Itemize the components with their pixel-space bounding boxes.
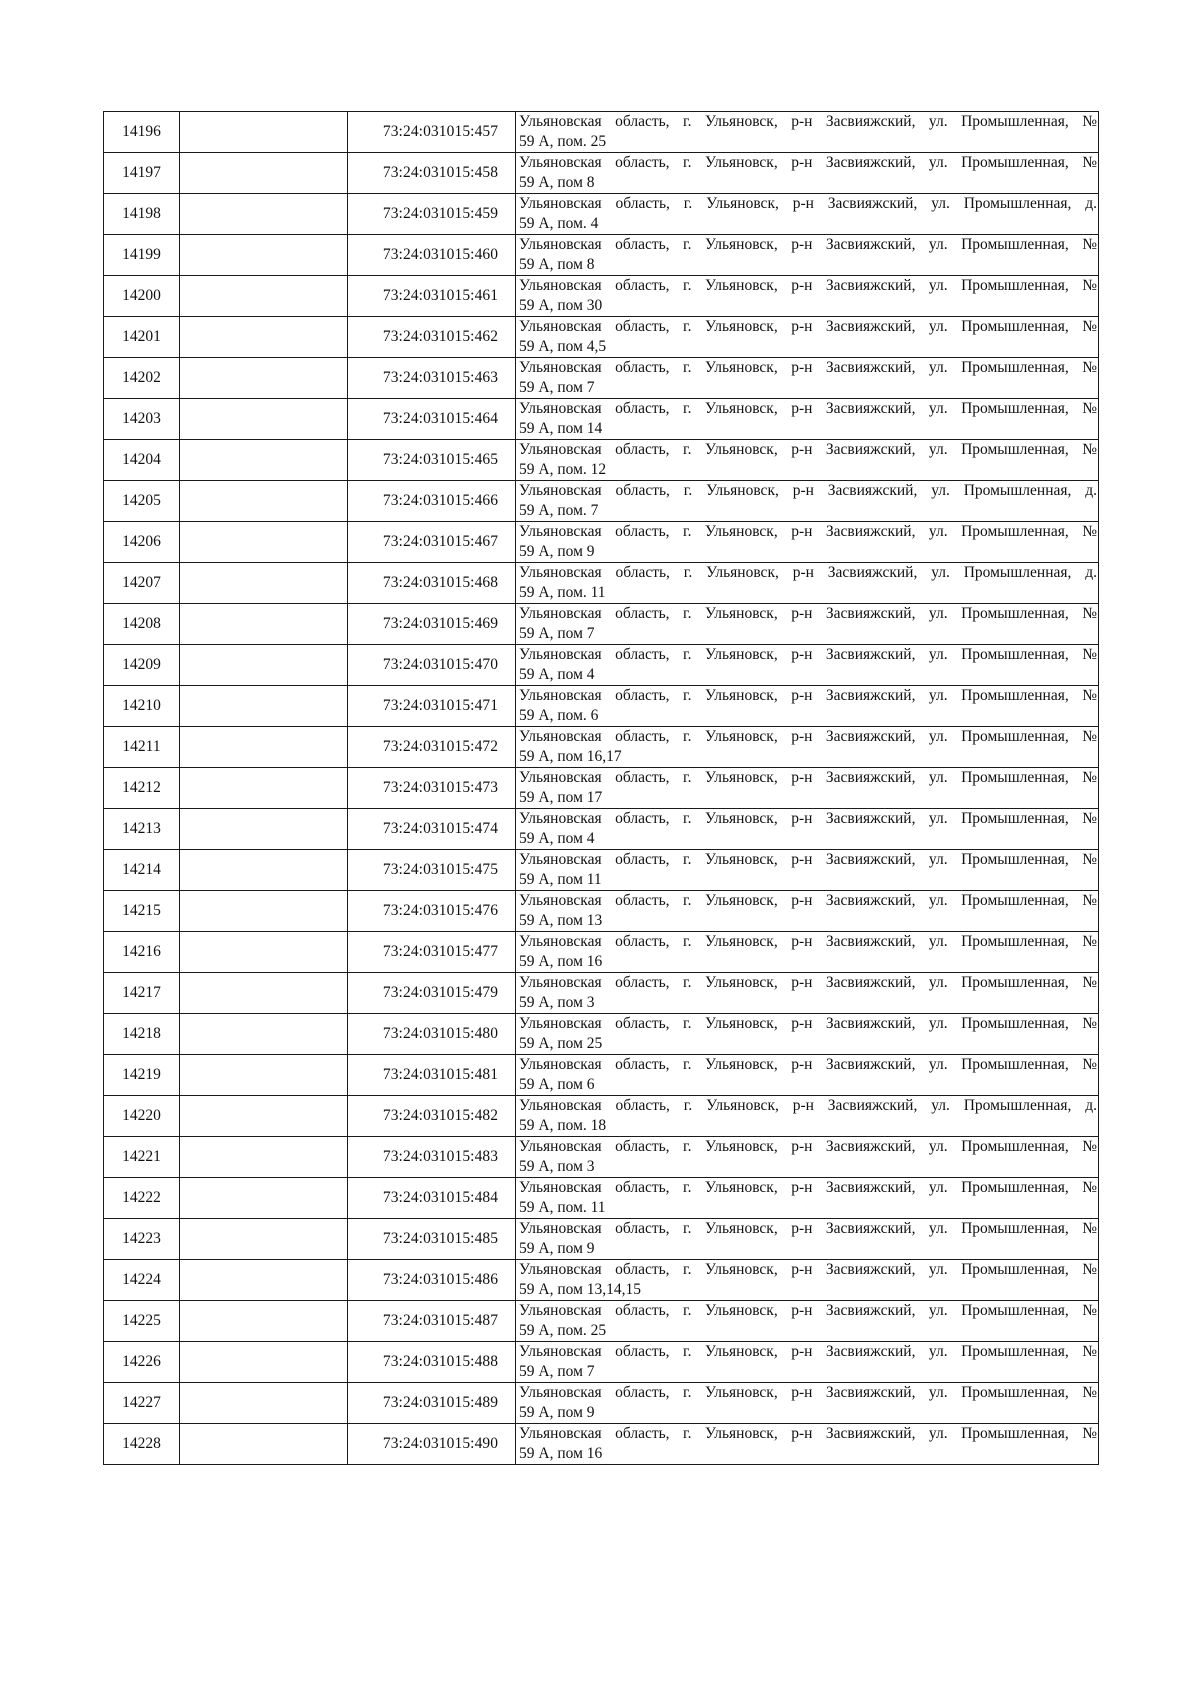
cadastral-number-cell: 73:24:031015:469 xyxy=(348,604,516,645)
owner-cell xyxy=(180,153,348,194)
cadastral-number-cell: 73:24:031015:471 xyxy=(348,686,516,727)
table-row xyxy=(104,850,1099,891)
address-cell xyxy=(516,809,1099,850)
address-line-2: 59 А, пом 9 xyxy=(519,1404,595,1421)
address-cell xyxy=(516,440,1099,481)
row-number-cell: 14200 xyxy=(104,276,180,317)
address-cell xyxy=(516,522,1099,563)
row-number-cell: 14211 xyxy=(104,727,180,768)
owner-cell xyxy=(180,604,348,645)
cadastral-number-cell: 73:24:031015:481 xyxy=(348,1055,516,1096)
address-line-2: 59 А, пом 17 xyxy=(519,789,603,806)
address-cell xyxy=(516,1219,1099,1260)
table-row xyxy=(104,1301,1099,1342)
address-line-1: Ульяновская область, г. Ульяновск, р-н Засвияжский, ул. Промышленная, № xyxy=(519,769,1097,786)
address-line-2: 59 А, пом 8 xyxy=(519,256,595,273)
table-row xyxy=(104,235,1099,276)
address-line-1: Ульяновская область, г. Ульяновск, р-н Засвияжский, ул. Промышленная, № xyxy=(519,1384,1097,1401)
address-line-2: 59 А, пом 11 xyxy=(519,871,602,888)
address-line-1: Ульяновская область, г. Ульяновск, р-н Засвияжский, ул. Промышленная, № xyxy=(519,810,1097,827)
cadastral-number-cell: 73:24:031015:486 xyxy=(348,1260,516,1301)
address-cell xyxy=(516,768,1099,809)
address-line-1: Ульяновская область, г. Ульяновск, р-н Засвияжский, ул. Промышленная, № xyxy=(519,113,1097,130)
address-cell xyxy=(516,1137,1099,1178)
address-cell xyxy=(516,604,1099,645)
cadastral-number-cell: 73:24:031015:489 xyxy=(348,1383,516,1424)
cadastral-number-cell: 73:24:031015:482 xyxy=(348,1096,516,1137)
table-row xyxy=(104,1055,1099,1096)
address-line-1: Ульяновская область, г. Ульяновск, р-н Засвияжский, ул. Промышленная, № xyxy=(519,1302,1097,1319)
registry-table xyxy=(103,111,1099,1465)
address-line-1: Ульяновская область, г. Ульяновск, р-н Засвияжский, ул. Промышленная, № xyxy=(519,851,1097,868)
row-number-cell: 14205 xyxy=(104,481,180,522)
address-line-1: Ульяновская область, г. Ульяновск, р-н Засвияжский, ул. Промышленная, № xyxy=(519,441,1097,458)
table-row xyxy=(104,1424,1099,1465)
address-cell xyxy=(516,317,1099,358)
row-number-cell: 14216 xyxy=(104,932,180,973)
row-number-cell: 14199 xyxy=(104,235,180,276)
row-number-cell: 14208 xyxy=(104,604,180,645)
address-line-1: Ульяновская область, г. Ульяновск, р-н Засвияжский, ул. Промышленная, № xyxy=(519,933,1097,950)
row-number-cell: 14204 xyxy=(104,440,180,481)
cadastral-number-cell: 73:24:031015:467 xyxy=(348,522,516,563)
address-line-1: Ульяновская область, г. Ульяновск, р-н Засвияжский, ул. Промышленная, д. xyxy=(519,1097,1097,1114)
cadastral-number-cell: 73:24:031015:465 xyxy=(348,440,516,481)
table-row xyxy=(104,932,1099,973)
owner-cell xyxy=(180,1219,348,1260)
table-row xyxy=(104,891,1099,932)
address-line-1: Ульяновская область, г. Ульяновск, р-н Засвияжский, ул. Промышленная, № xyxy=(519,1343,1097,1360)
address-cell xyxy=(516,194,1099,235)
table-row xyxy=(104,563,1099,604)
table-row xyxy=(104,481,1099,522)
cadastral-number-cell: 73:24:031015:484 xyxy=(348,1178,516,1219)
table-row xyxy=(104,768,1099,809)
address-line-2: 59 А, пом 3 xyxy=(519,994,595,1011)
row-number-cell: 14221 xyxy=(104,1137,180,1178)
cadastral-number-cell: 73:24:031015:472 xyxy=(348,727,516,768)
cadastral-number-cell: 73:24:031015:466 xyxy=(348,481,516,522)
address-line-2: 59 А, пом 8 xyxy=(519,174,595,191)
cadastral-number-cell: 73:24:031015:460 xyxy=(348,235,516,276)
address-line-1: Ульяновская область, г. Ульяновск, р-н Засвияжский, ул. Промышленная, № xyxy=(519,400,1097,417)
address-cell xyxy=(516,563,1099,604)
cadastral-number-cell: 73:24:031015:474 xyxy=(348,809,516,850)
owner-cell xyxy=(180,809,348,850)
row-number-cell: 14219 xyxy=(104,1055,180,1096)
row-number-cell: 14225 xyxy=(104,1301,180,1342)
cadastral-number-cell: 73:24:031015:462 xyxy=(348,317,516,358)
table-row xyxy=(104,1260,1099,1301)
owner-cell xyxy=(180,973,348,1014)
table-row xyxy=(104,112,1099,153)
address-cell xyxy=(516,235,1099,276)
cadastral-number-cell: 73:24:031015:487 xyxy=(348,1301,516,1342)
table-row xyxy=(104,1096,1099,1137)
address-line-1: Ульяновская область, г. Ульяновск, р-н Засвияжский, ул. Промышленная, № xyxy=(519,892,1097,909)
owner-cell xyxy=(180,358,348,399)
registry-table-body xyxy=(104,112,1099,1465)
address-cell xyxy=(516,1096,1099,1137)
row-number-cell: 14197 xyxy=(104,153,180,194)
address-line-1: Ульяновская область, г. Ульяновск, р-н Засвияжский, ул. Промышленная, № xyxy=(519,1056,1097,1073)
table-row xyxy=(104,973,1099,1014)
table-row xyxy=(104,1219,1099,1260)
address-line-1: Ульяновская область, г. Ульяновск, р-н Засвияжский, ул. Промышленная, № xyxy=(519,154,1097,171)
address-cell xyxy=(516,686,1099,727)
address-line-1: Ульяновская область, г. Ульяновск, р-н Засвияжский, ул. Промышленная, № xyxy=(519,236,1097,253)
cadastral-number-cell: 73:24:031015:458 xyxy=(348,153,516,194)
row-number-cell: 14227 xyxy=(104,1383,180,1424)
table-row xyxy=(104,358,1099,399)
table-row xyxy=(104,1137,1099,1178)
cadastral-number-cell: 73:24:031015:485 xyxy=(348,1219,516,1260)
owner-cell xyxy=(180,1383,348,1424)
address-cell xyxy=(516,1055,1099,1096)
address-line-1: Ульяновская область, г. Ульяновск, р-н Засвияжский, ул. Промышленная, № xyxy=(519,605,1097,622)
address-cell xyxy=(516,850,1099,891)
table-row xyxy=(104,399,1099,440)
address-cell xyxy=(516,1342,1099,1383)
address-cell xyxy=(516,399,1099,440)
row-number-cell: 14203 xyxy=(104,399,180,440)
table-row xyxy=(104,440,1099,481)
row-number-cell: 14210 xyxy=(104,686,180,727)
cadastral-number-cell: 73:24:031015:463 xyxy=(348,358,516,399)
row-number-cell: 14209 xyxy=(104,645,180,686)
owner-cell xyxy=(180,235,348,276)
owner-cell xyxy=(180,932,348,973)
cadastral-number-cell: 73:24:031015:483 xyxy=(348,1137,516,1178)
owner-cell xyxy=(180,1055,348,1096)
address-cell xyxy=(516,276,1099,317)
row-number-cell: 14201 xyxy=(104,317,180,358)
address-line-1: Ульяновская область, г. Ульяновск, р-н Засвияжский, ул. Промышленная, № xyxy=(519,1220,1097,1237)
owner-cell xyxy=(180,1260,348,1301)
address-line-2: 59 А, пом. 25 xyxy=(519,133,607,150)
owner-cell xyxy=(180,1301,348,1342)
address-line-2: 59 А, пом. 18 xyxy=(519,1117,607,1134)
owner-cell xyxy=(180,1014,348,1055)
row-number-cell: 14212 xyxy=(104,768,180,809)
address-cell xyxy=(516,1424,1099,1465)
table-row xyxy=(104,1014,1099,1055)
cadastral-number-cell: 73:24:031015:473 xyxy=(348,768,516,809)
address-line-2: 59 А, пом 6 xyxy=(519,1076,595,1093)
address-cell xyxy=(516,727,1099,768)
owner-cell xyxy=(180,727,348,768)
owner-cell xyxy=(180,768,348,809)
table-row xyxy=(104,1342,1099,1383)
owner-cell xyxy=(180,1137,348,1178)
address-cell xyxy=(516,932,1099,973)
address-line-1: Ульяновская область, г. Ульяновск, р-н Засвияжский, ул. Промышленная, № xyxy=(519,277,1097,294)
address-line-2: 59 А, пом. 7 xyxy=(519,502,599,519)
table-row xyxy=(104,522,1099,563)
address-line-2: 59 А, пом 7 xyxy=(519,379,595,396)
address-cell xyxy=(516,153,1099,194)
address-cell xyxy=(516,1383,1099,1424)
cadastral-number-cell: 73:24:031015:480 xyxy=(348,1014,516,1055)
address-cell xyxy=(516,1301,1099,1342)
address-line-2: 59 А, пом 3 xyxy=(519,1158,595,1175)
row-number-cell: 14224 xyxy=(104,1260,180,1301)
address-line-1: Ульяновская область, г. Ульяновск, р-н Засвияжский, ул. Промышленная, № xyxy=(519,728,1097,745)
row-number-cell: 14215 xyxy=(104,891,180,932)
table-row xyxy=(104,276,1099,317)
address-line-1: Ульяновская область, г. Ульяновск, р-н Засвияжский, ул. Промышленная, № xyxy=(519,1179,1097,1196)
cadastral-number-cell: 73:24:031015:488 xyxy=(348,1342,516,1383)
cadastral-number-cell: 73:24:031015:457 xyxy=(348,112,516,153)
address-line-1: Ульяновская область, г. Ульяновск, р-н Засвияжский, ул. Промышленная, д. xyxy=(519,564,1097,581)
address-cell xyxy=(516,891,1099,932)
row-number-cell: 14206 xyxy=(104,522,180,563)
table-row xyxy=(104,727,1099,768)
row-number-cell: 14202 xyxy=(104,358,180,399)
owner-cell xyxy=(180,850,348,891)
address-line-2: 59 А, пом 16 xyxy=(519,1445,603,1462)
address-line-1: Ульяновская область, г. Ульяновск, р-н Засвияжский, ул. Промышленная, № xyxy=(519,318,1097,335)
address-line-2: 59 А, пом 13,14,15 xyxy=(519,1281,642,1298)
owner-cell xyxy=(180,481,348,522)
owner-cell xyxy=(180,317,348,358)
row-number-cell: 14228 xyxy=(104,1424,180,1465)
address-line-2: 59 А, пом. 11 xyxy=(519,584,606,601)
table-row xyxy=(104,1178,1099,1219)
address-cell xyxy=(516,358,1099,399)
table-row xyxy=(104,1383,1099,1424)
row-number-cell: 14207 xyxy=(104,563,180,604)
cadastral-number-cell: 73:24:031015:468 xyxy=(348,563,516,604)
cadastral-number-cell: 73:24:031015:490 xyxy=(348,1424,516,1465)
address-line-2: 59 А, пом 9 xyxy=(519,1240,595,1257)
owner-cell xyxy=(180,112,348,153)
address-line-2: 59 А, пом 7 xyxy=(519,1363,595,1380)
address-cell xyxy=(516,1260,1099,1301)
cadastral-number-cell: 73:24:031015:476 xyxy=(348,891,516,932)
address-cell xyxy=(516,973,1099,1014)
owner-cell xyxy=(180,399,348,440)
address-line-2: 59 А, пом. 12 xyxy=(519,461,607,478)
address-line-2: 59 А, пом. 25 xyxy=(519,1322,607,1339)
address-line-2: 59 А, пом 25 xyxy=(519,1035,603,1052)
address-line-1: Ульяновская область, г. Ульяновск, р-н Засвияжский, ул. Промышленная, № xyxy=(519,687,1097,704)
address-line-2: 59 А, пом 4 xyxy=(519,830,595,847)
address-line-2: 59 А, пом 30 xyxy=(519,297,603,314)
address-cell xyxy=(516,1014,1099,1055)
owner-cell xyxy=(180,1178,348,1219)
table-row xyxy=(104,645,1099,686)
owner-cell xyxy=(180,194,348,235)
cadastral-number-cell: 73:24:031015:459 xyxy=(348,194,516,235)
address-line-1: Ульяновская область, г. Ульяновск, р-н Засвияжский, ул. Промышленная, д. xyxy=(519,195,1097,212)
cadastral-number-cell: 73:24:031015:475 xyxy=(348,850,516,891)
row-number-cell: 14214 xyxy=(104,850,180,891)
row-number-cell: 14218 xyxy=(104,1014,180,1055)
owner-cell xyxy=(180,645,348,686)
row-number-cell: 14222 xyxy=(104,1178,180,1219)
owner-cell xyxy=(180,440,348,481)
address-cell xyxy=(516,481,1099,522)
owner-cell xyxy=(180,891,348,932)
cadastral-number-cell: 73:24:031015:464 xyxy=(348,399,516,440)
owner-cell xyxy=(180,563,348,604)
address-line-1: Ульяновская область, г. Ульяновск, р-н Засвияжский, ул. Промышленная, № xyxy=(519,1015,1097,1032)
address-line-2: 59 А, пом 16 xyxy=(519,953,603,970)
address-cell xyxy=(516,645,1099,686)
address-line-2: 59 А, пом 14 xyxy=(519,420,603,437)
table-row xyxy=(104,809,1099,850)
row-number-cell: 14220 xyxy=(104,1096,180,1137)
address-line-1: Ульяновская область, г. Ульяновск, р-н Засвияжский, ул. Промышленная, № xyxy=(519,1138,1097,1155)
address-line-1: Ульяновская область, г. Ульяновск, р-н Засвияжский, ул. Промышленная, № xyxy=(519,646,1097,663)
row-number-cell: 14217 xyxy=(104,973,180,1014)
table-row xyxy=(104,686,1099,727)
table-row xyxy=(104,317,1099,358)
table-row xyxy=(104,604,1099,645)
owner-cell xyxy=(180,276,348,317)
address-line-1: Ульяновская область, г. Ульяновск, р-н Засвияжский, ул. Промышленная, № xyxy=(519,974,1097,991)
address-cell xyxy=(516,1178,1099,1219)
owner-cell xyxy=(180,686,348,727)
row-number-cell: 14226 xyxy=(104,1342,180,1383)
address-line-1: Ульяновская область, г. Ульяновск, р-н Засвияжский, ул. Промышленная, № xyxy=(519,523,1097,540)
table-row xyxy=(104,153,1099,194)
address-line-2: 59 А, пом 7 xyxy=(519,625,595,642)
table-row xyxy=(104,194,1099,235)
row-number-cell: 14223 xyxy=(104,1219,180,1260)
owner-cell xyxy=(180,1342,348,1383)
address-line-2: 59 А, пом 4,5 xyxy=(519,338,607,355)
address-line-1: Ульяновская область, г. Ульяновск, р-н Засвияжский, ул. Промышленная, № xyxy=(519,1261,1097,1278)
address-line-2: 59 А, пом 13 xyxy=(519,912,603,929)
address-line-2: 59 А, пом. 11 xyxy=(519,1199,606,1216)
row-number-cell: 14198 xyxy=(104,194,180,235)
address-line-2: 59 А, пом. 4 xyxy=(519,215,599,232)
row-number-cell: 14196 xyxy=(104,112,180,153)
owner-cell xyxy=(180,1096,348,1137)
cadastral-number-cell: 73:24:031015:479 xyxy=(348,973,516,1014)
owner-cell xyxy=(180,1424,348,1465)
address-line-1: Ульяновская область, г. Ульяновск, р-н Засвияжский, ул. Промышленная, № xyxy=(519,1425,1097,1442)
cadastral-number-cell: 73:24:031015:470 xyxy=(348,645,516,686)
address-line-2: 59 А, пом 4 xyxy=(519,666,595,683)
owner-cell xyxy=(180,522,348,563)
address-line-2: 59 А, пом 16,17 xyxy=(519,748,622,765)
address-cell xyxy=(516,112,1099,153)
address-line-1: Ульяновская область, г. Ульяновск, р-н Засвияжский, ул. Промышленная, д. xyxy=(519,482,1097,499)
cadastral-number-cell: 73:24:031015:477 xyxy=(348,932,516,973)
address-line-2: 59 А, пом 9 xyxy=(519,543,595,560)
row-number-cell: 14213 xyxy=(104,809,180,850)
address-line-2: 59 А, пом. 6 xyxy=(519,707,599,724)
cadastral-number-cell: 73:24:031015:461 xyxy=(348,276,516,317)
address-line-1: Ульяновская область, г. Ульяновск, р-н Засвияжский, ул. Промышленная, № xyxy=(519,359,1097,376)
